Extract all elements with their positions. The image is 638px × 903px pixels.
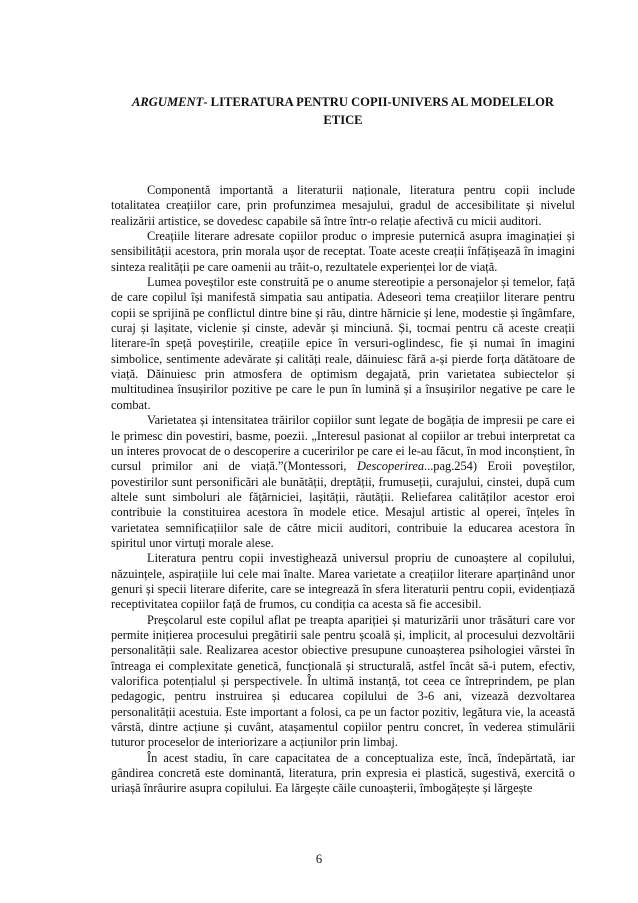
title-lead: ARGUMENT — [131, 95, 204, 109]
body-text — [111, 183, 575, 797]
paragraph-6: Preșcolarul este copilul aflat pe treapta apariției și maturizării unor trăsături care vor permite inițierea procesului pregătirii sale pentru școală și, implicit, al procesului dezvoltării personalității sale. Realizarea acestor obiective presupune cunoașterea psihologiei vârstei în întreaga ei complexitate genetică, funcțională și structurală, astfel încât să-i putem, efectiv, valorifica potențialul și perspectivele. În ultimă instanță, tot ceea ce întreprindem, pe plan pedagogic, pentru instruirea și educarea copilului de 3-6 ani, vizează dezvoltarea personalității acestuia. Este important a folosi, ca pe un factor pozitiv, legătura vie, la această vârstă, dintre acțiune și cuvânt, atașamentul copiilor pentru concret, în vederea stimulării tuturor proceselor de interiorizare a acțiunilor prin limbaj. — [111, 612, 575, 750]
paragraph-2: Creațiile literare adresate copiilor produc o impresie puternică asupra imaginației și sensibilității acestora, prin morala ușor de receptat. Toate aceste creații înfățișează în imagini sinteza realității pe care oamenii au trăit-o, rezultatele experienței lor de viață. — [111, 229, 575, 274]
title-rest: - LITERATURA PENTRU COPII-UNIVERS AL MODELELOR ETICE — [203, 95, 555, 127]
cited-work-title: Descoperirea — [357, 459, 425, 474]
paragraph-1: Componentă importantă a literaturii naționale, literatura pentru copii include totalitatea creațiilor care, prin profunzimea mesajului, gradul de accesibilitate și nivelul realizării artistice, se dovedesc capabile să între într-o relație afectivă cu micii auditori. — [111, 183, 575, 228]
paragraph-7: În acest stadiu, în care capacitatea de a conceptualiza este, încă, îndepărtată, iar gândirea concretă este dominantă, literatura, prin expresia ei plastică, sugestivă, exercită o uriașă înrâurire asupra copilului. Ea lărgește căile cunoașterii, îmbogățește și lărgește — [111, 750, 575, 796]
page-number: 6 — [315, 852, 323, 866]
paragraph-4 — [111, 413, 575, 551]
paragraph-3: Lumea poveștilor este construită pe o anume stereotipie a personajelor și temelor, față de care copilul își manifestă simpatia sau antipatia. Adeseori tema creațiilor literare pentru copii se sprijină pe conflictul dintre bine și rău, dintre hărnicie și lene, modestie și îngâmfare, curaj și lașitate, viclenie și cinste, adevăr și minciună. Și, tocmai pentru că aceste creații literare-în speță poveștirile, creațiile epice în versuri-oglindesc, fie și numai în imagini simbolice, sentimente adevărate și calități reale, dăinuiesc fără a-și pierde forța dătătoare de viață. Dăinuiesc prin atmosfera de optimism degajată, prin varietatea subiectelor și multitudinea însușirilor pozitive pe care le pun în lumină și a însușirilor negative pe care le combat. — [111, 275, 575, 412]
page-title — [112, 93, 574, 129]
paragraph-4-text-b: ...pag.254) Eroii poveștilor, povestirilor sunt personificări ale bunătății, dreptății, frumuseții, curajului, cinstei, după cum altele sunt simboluri ale fățărniciei, lașității, răutății. Reliefarea calităților acestor eroi contribuie la constituirea acestora în modele etice. Mesajul artistic al operei, înțeles în varietatea semnificațiilor sale de către micii auditori, contribuie la educarea acestora în spiritul unor virtuți morale alese. — [111, 459, 575, 550]
paragraph-5: Literatura pentru copii investighează universul propriu de cunoaștere al copilului, năzuințele, aspirațiile lui cele mai înalte. Marea varietate a creațiilor literare aparținând unor genuri și specii literare diferite, care se integrează în sfera literaturii pentru copii, evidențiază receptivitatea copiilor față de frumos, cu condiția ca acesta să fie accesibil. — [111, 551, 575, 612]
paragraph-4-text-a: Varietatea și intensitatea trăirilor copiilor sunt legate de bogăția de impresii pe care ei le primesc din povestiri, basme, poezii. „Interesul pasionat al copiilor ar trebui interpretat ca un interes provocat de o descoperire a cuceririlor pe care ei le-au făcut, în mod inconștient, în cursul primilor ani de viață.”(Montessori, — [111, 413, 575, 474]
